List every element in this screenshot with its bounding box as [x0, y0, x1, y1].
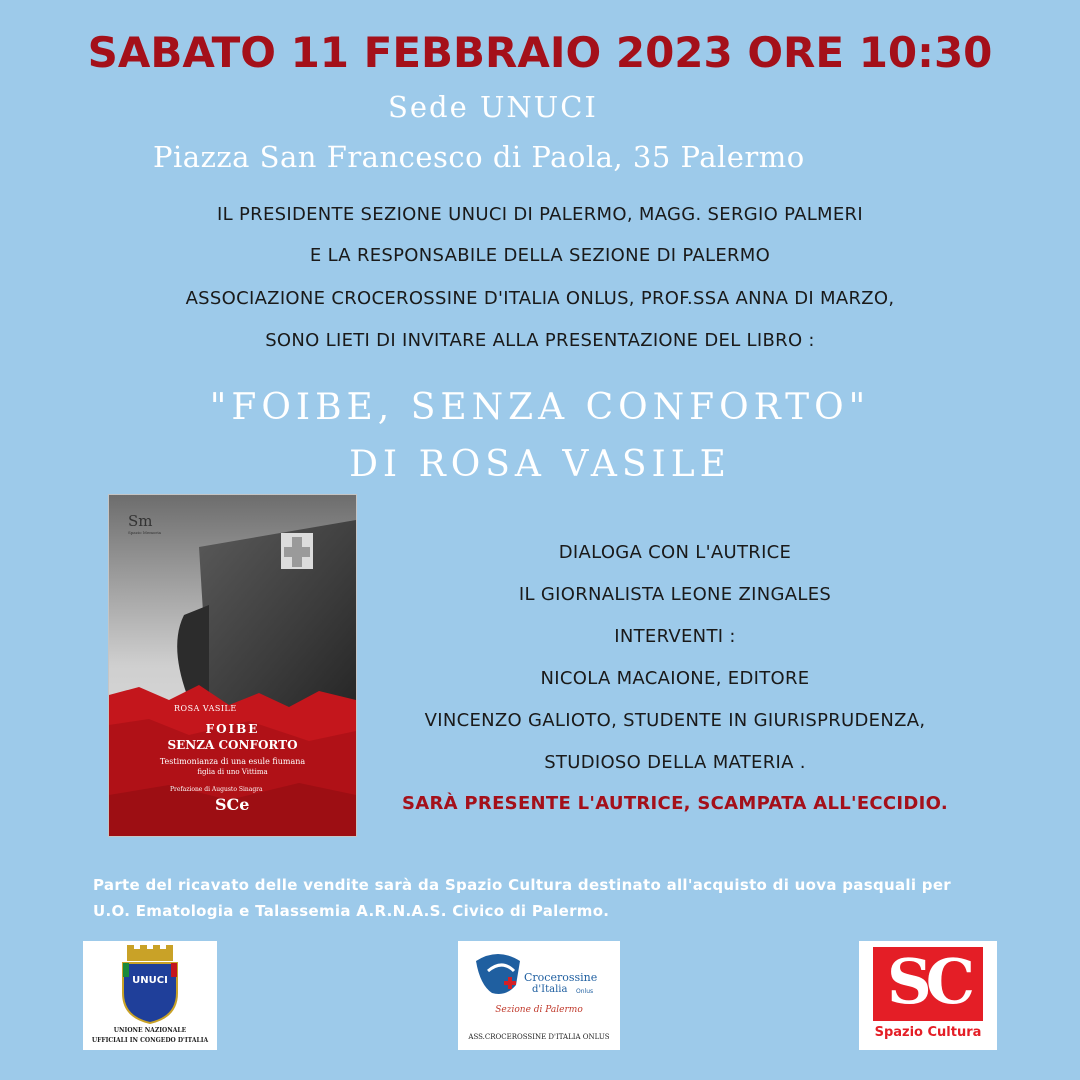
cover-imprint: SCe: [215, 795, 250, 814]
crocerossine-name-2: d'Italia: [532, 984, 568, 995]
crocerossine-logo: [458, 941, 620, 1050]
publisher-small: Spazio Memoria: [128, 530, 161, 535]
cover-subtitle-1: Testimonianza di una esule fiumana: [159, 757, 306, 766]
cover-title-2: SENZA CONFORTO: [167, 738, 298, 752]
spazio-cultura-mark: SC: [886, 945, 970, 1018]
program-line: INTERVENTI :: [614, 626, 736, 647]
book-cover: [109, 495, 356, 836]
invitation-line: SONO LIETI DI INVITARE ALLA PRESENTAZIONE DEL LIBRO :: [265, 330, 815, 351]
unuci-emblem-text: UNUCI: [132, 975, 168, 986]
invitation-line: ASSOCIAZIONE CROCEROSSINE D'ITALIA ONLUS, PROF.SSA ANNA DI MARZO,: [185, 288, 895, 309]
publisher-mark: Sm: [128, 512, 153, 530]
program-line: VINCENZO GALIOTO, STUDENTE IN GIURISPRUDENZA,: [424, 710, 926, 731]
crocerossine-onlus: Onlus: [576, 988, 594, 995]
crocerossine-section: Sezione di Palermo: [495, 1005, 583, 1015]
invitation-line: IL PRESIDENTE SEZIONE UNUCI DI PALERMO, MAGG. SERGIO PALMERI: [217, 204, 863, 225]
program-line: IL GIORNALISTA LEONE ZINGALES: [518, 584, 832, 605]
unuci-caption-1: UNIONE NAZIONALE: [113, 1027, 187, 1034]
venue-name: Sede UNUCI: [388, 90, 598, 124]
program-line: DIALOGA CON L'AUTRICE: [558, 542, 792, 563]
spazio-cultura-name: Spazio Cultura: [874, 1025, 982, 1040]
author-present-notice: SARÀ PRESENTE L'AUTRICE, SCAMPATA ALL'ECCIDIO.: [401, 793, 949, 814]
cover-preface: Prefazione di Augusto Sinagra: [170, 786, 263, 793]
program-line: STUDIOSO DELLA MATERIA .: [544, 752, 806, 773]
invitation-line: E LA RESPONSABILE DELLA SEZIONE DI PALERMO: [309, 245, 771, 266]
crocerossine-caption: ASS.CROCEROSSINE D'ITALIA ONLUS: [468, 1033, 610, 1041]
unuci-caption-2: UFFICIALI IN CONGEDO D'ITALIA: [91, 1037, 209, 1044]
venue-address: Piazza San Francesco di Paola, 35 Palermo: [153, 140, 805, 174]
cover-title-1: FOIBE: [205, 722, 260, 736]
event-date: SABATO 11 FEBBRAIO 2023 ORE 10:30: [87, 28, 993, 77]
charity-note: Parte del ricavato delle vendite sarà da Spazio Cultura destinato all'acquisto di uova pasquali per U.O. Ematologia e Talassemia A.R.N.A.S. Civico di Palermo.: [93, 876, 952, 920]
crocerossine-name: Crocerossine: [524, 971, 598, 984]
book-title: "FOIBE, SENZA CONFORTO": [209, 387, 871, 428]
book-cover-art: [109, 495, 356, 836]
book-author: DI ROSA VASILE: [349, 444, 731, 485]
cover-author: ROSA VASILE: [174, 704, 237, 713]
unuci-logo: [83, 941, 217, 1050]
spazio-cultura-logo: [859, 941, 997, 1050]
program-line: NICOLA MACAIONE, EDITORE: [540, 668, 810, 689]
cover-subtitle-2: figlia di uno Vittima: [197, 768, 268, 776]
